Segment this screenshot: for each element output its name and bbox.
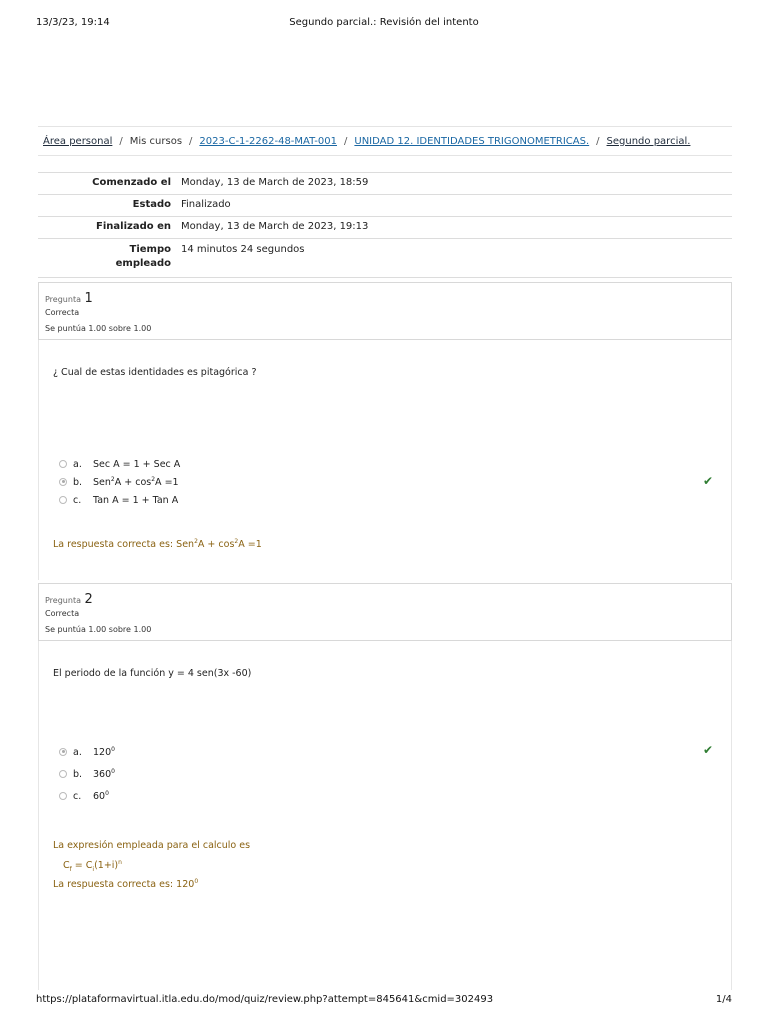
radio-icon[interactable]	[59, 496, 67, 504]
question-1-info	[38, 282, 732, 340]
check-icon: ✔	[702, 474, 713, 488]
question-label: Pregunta	[45, 295, 81, 304]
check-icon: ✔	[702, 743, 713, 757]
breadcrumb: Área personal / Mis cursos / 2023-C-1-2262-48-MAT-001 / UNIDAD 12. IDENTIDADES TRIGONOMETRICAS. / Segundo parcial.	[38, 126, 732, 156]
correct-answer-feedback: La respuesta correcta es: $120^0$	[53, 877, 199, 890]
print-title: Segundo parcial.: Revisión del intento	[289, 17, 479, 28]
breadcrumb-home[interactable]: Área personal	[43, 136, 113, 147]
feedback-expression: $C_f = C_i(1+i)^n$	[63, 858, 122, 873]
print-header	[36, 17, 732, 31]
breadcrumb-unit[interactable]: UNIDAD 12. IDENTIDADES TRIGONOMETRICAS.	[354, 136, 590, 147]
summary-value: 14 minutos 24 segundos	[175, 239, 732, 278]
answer-option-a[interactable]: a. Sec A = 1 + Sec A	[59, 458, 180, 472]
summary-label: Finalizado en	[38, 217, 175, 239]
question-points: Se puntúa 1.00 sobre 1.00	[45, 324, 152, 333]
breadcrumb-my-courses: Mis cursos	[129, 136, 183, 147]
answer-option-c[interactable]: c. Tan A = 1 + Tan A	[59, 494, 178, 508]
summary-label: Estado	[38, 195, 175, 217]
breadcrumb-quiz[interactable]: Segundo parcial.	[606, 136, 691, 147]
question-2-content	[38, 641, 732, 990]
print-date: 13/3/23, 19:14	[36, 17, 110, 28]
answer-option-b[interactable]: b. $Sen^2A + \cos^2A =1$	[59, 476, 179, 490]
question-text: ¿ Cual de estas identidades es pitagórica ?	[53, 367, 257, 378]
print-page-number: 1/4	[715, 994, 732, 1005]
correct-answer-feedback: La respuesta correcta es: $Sen^2A + \cos^2A =1$	[53, 537, 262, 550]
summary-value: Finalizado	[175, 195, 732, 217]
radio-icon[interactable]	[59, 460, 67, 468]
radio-icon[interactable]	[59, 792, 67, 800]
question-points: Se puntúa 1.00 sobre 1.00	[45, 625, 152, 634]
summary-label: Comenzado el	[38, 173, 175, 195]
print-url: https://plataformavirtual.itla.edu.do/mod/quiz/review.php?attempt=845641&cmid=302493	[36, 994, 494, 1005]
radio-icon[interactable]	[59, 478, 67, 486]
breadcrumb-course[interactable]: 2023-C-1-2262-48-MAT-001	[199, 136, 337, 147]
summary-row-finished	[38, 217, 732, 239]
summary-label: Tiempo empleado	[38, 239, 175, 278]
answer-option-b[interactable]: b. $360^0$	[59, 768, 115, 782]
question-number: 1	[84, 291, 93, 306]
summary-row-state	[38, 195, 732, 217]
question-2-info	[38, 583, 732, 641]
summary-row-time	[38, 239, 732, 278]
question-state: Correcta	[45, 609, 80, 618]
answer-option-c[interactable]: c. $60^0$	[59, 790, 109, 804]
summary-value: Monday, 13 de March de 2023, 18:59	[175, 173, 732, 195]
summary-value: Monday, 13 de March de 2023, 19:13	[175, 217, 732, 239]
feedback-expression-label: La expresión empleada para el calculo es	[53, 840, 251, 851]
question-state: Correcta	[45, 308, 80, 317]
summary-row-started	[38, 173, 732, 195]
question-1-content	[38, 340, 732, 580]
radio-icon[interactable]	[59, 770, 67, 778]
answer-option-a[interactable]: a. $120^0$	[59, 746, 115, 760]
radio-icon[interactable]	[59, 748, 67, 756]
question-text: El periodo de la función y = 4 sen(3x -60)	[53, 668, 252, 679]
question-number: 2	[84, 592, 93, 607]
question-label: Pregunta	[45, 596, 81, 605]
